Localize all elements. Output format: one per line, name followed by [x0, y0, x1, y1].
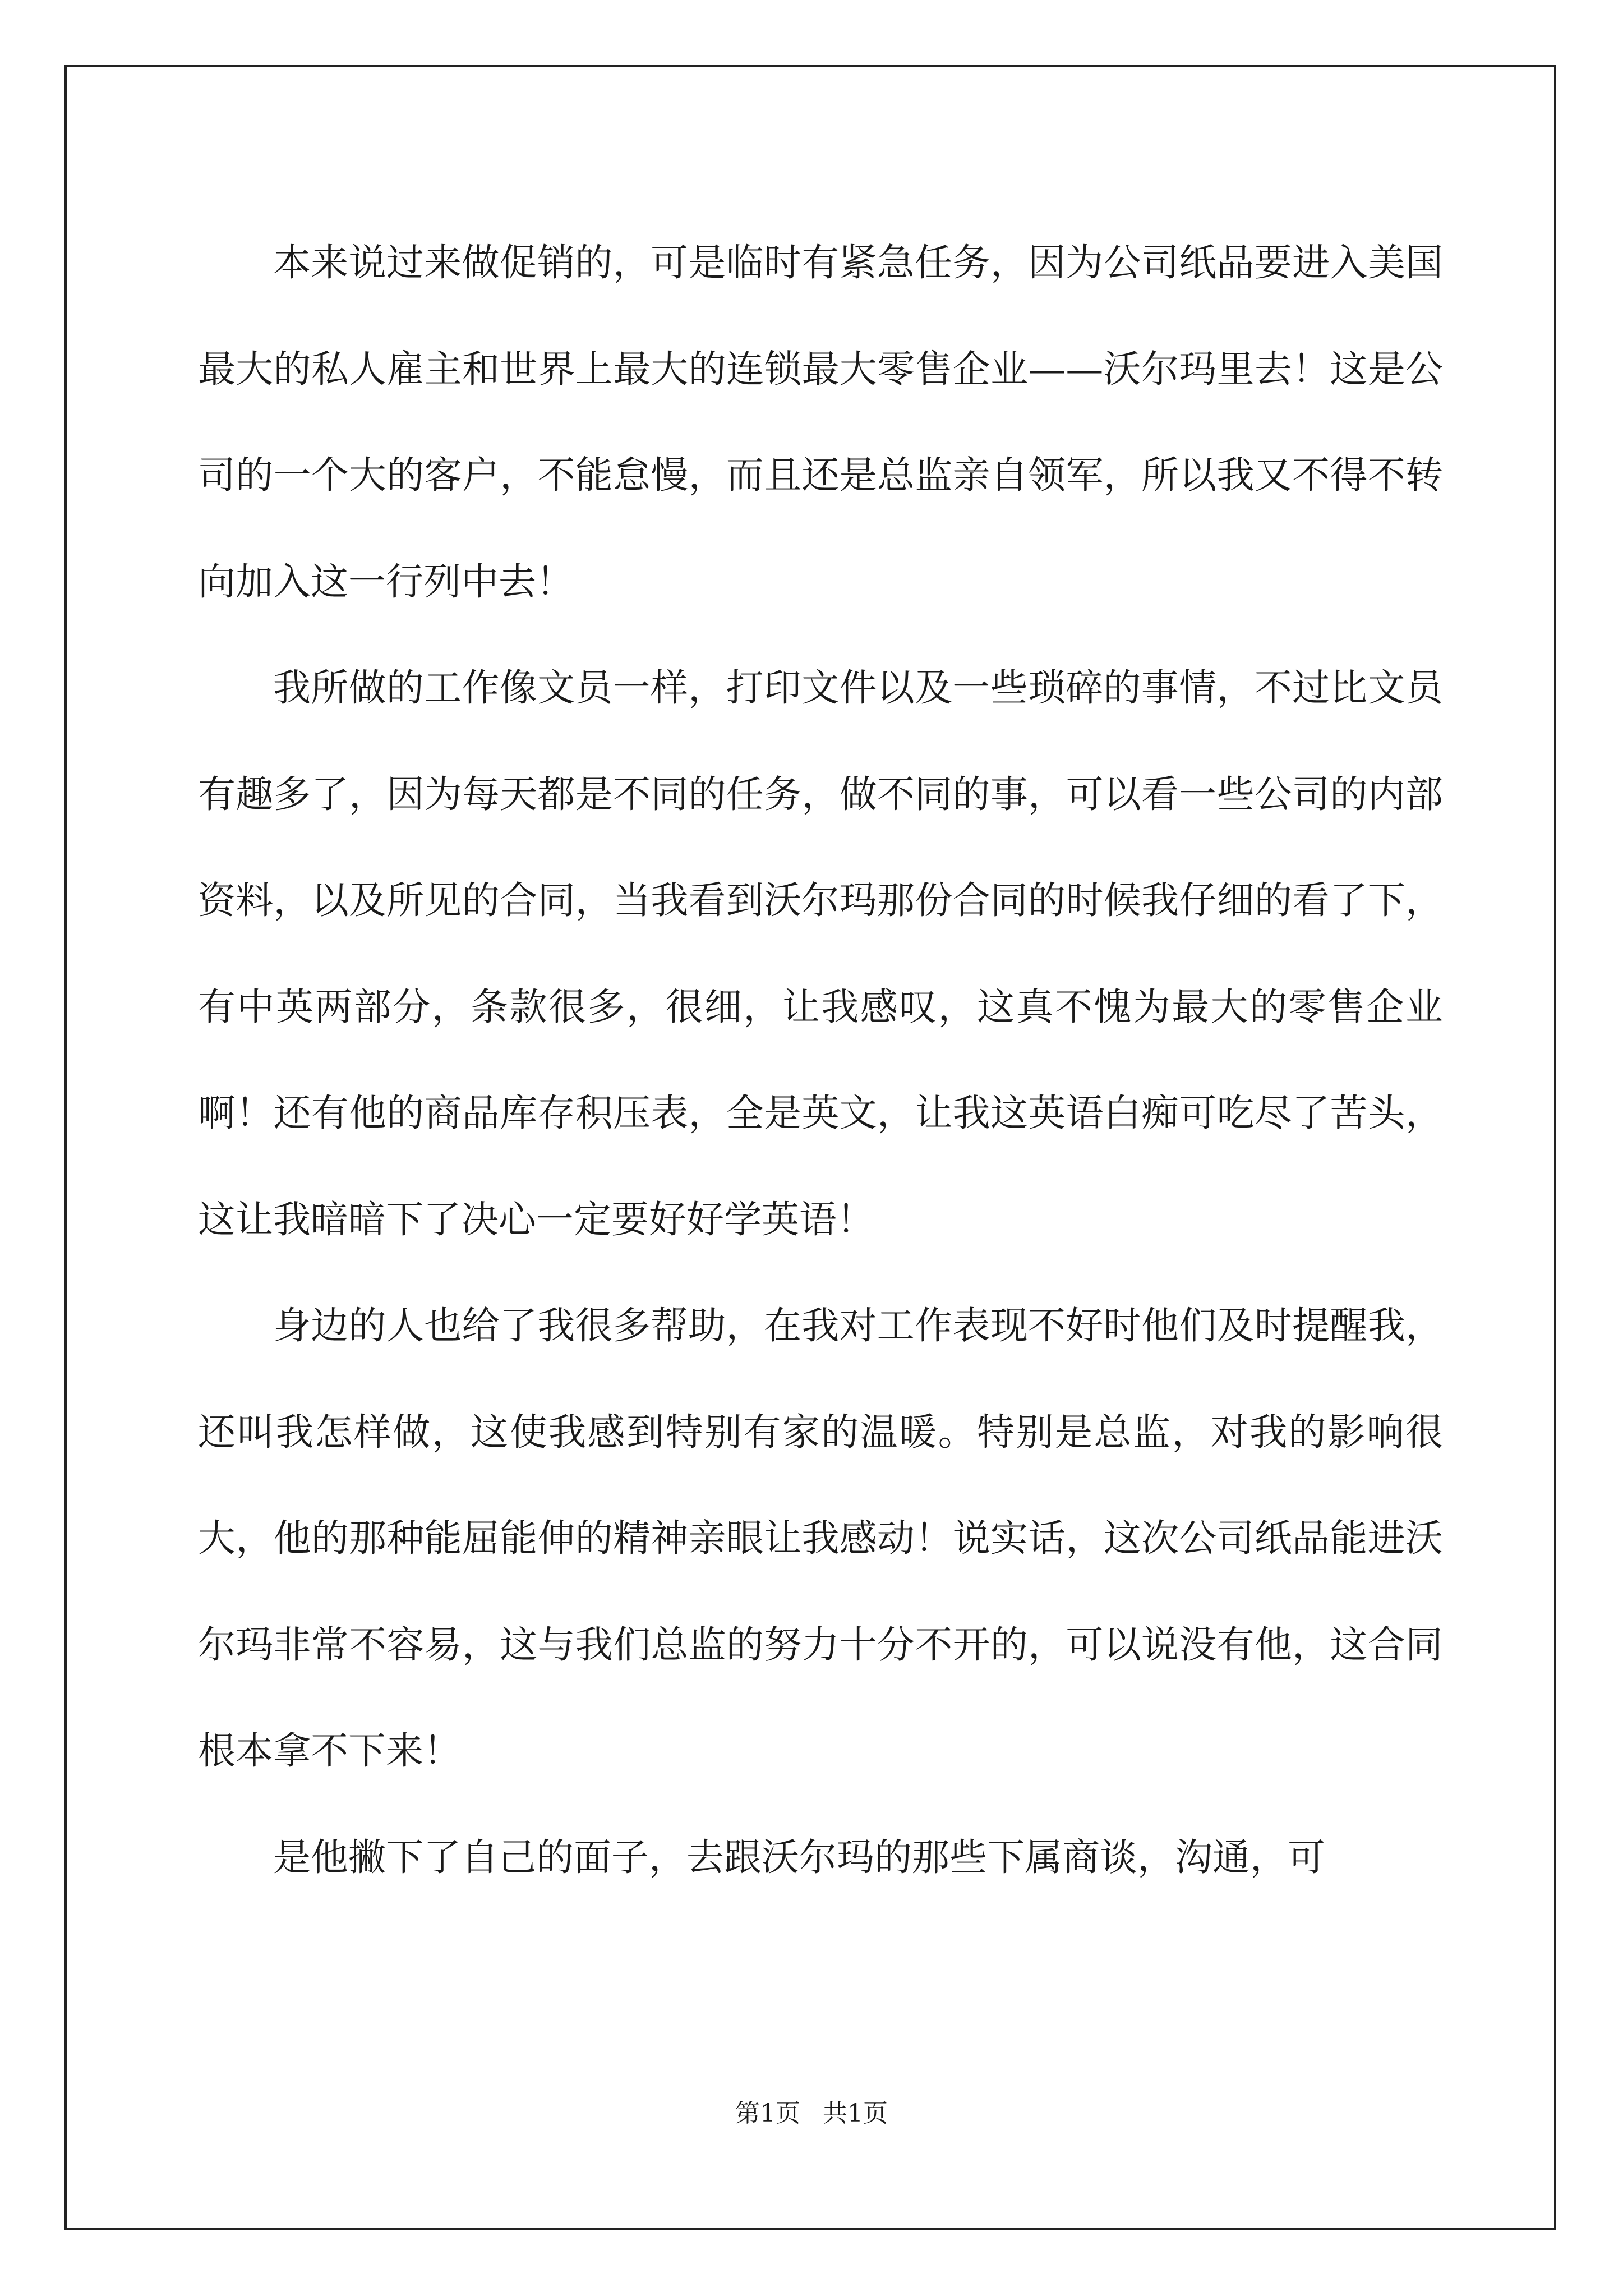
page-total: 共1页	[823, 2099, 888, 2128]
paragraph: 本来说过来做促销的，可是临时有紧急任务，因为公司纸品要进入美国最大的私人雇主和世界上最大的连锁最大零售企业——沃尔玛里去！这是公司的一个大的客户，不能怠慢，而且还是总监亲自领军，所以我又不得不转向加入这一行列中去！	[198, 241, 1443, 604]
paragraph: 身边的人也给了我很多帮助，在我对工作表现不好时他们及时提醒我，还叫我怎样做，这使我感到特别有家的温暖。特别是总监，对我的影响很大，他的那种能屈能伸的精神亲眼让我感动！说实话，这次公司纸品能进沃尔玛非常不容易，这与我们总监的努力十分不开的，可以说没有他，这合同根本拿不下来！	[198, 1304, 1443, 1773]
page-footer	[0, 2097, 1623, 2131]
paragraph: 是他撇下了自己的面子，去跟沃尔玛的那些下属商谈，沟通，可	[273, 1835, 1325, 1879]
page-number: 第1页	[735, 2099, 800, 2128]
paragraph: 我所做的工作像文员一样，打印文件以及一些琐碎的事情，不过比文员有趣多了，因为每天都是不同的任务，做不同的事，可以看一些公司的内部资料，以及所见的合同，当我看到沃尔玛那份合同的时候我仔细的看了下，有中英两部分，条款很多，很细，让我感叹，这真不愧为最大的零售企业啊！还有他的商品库存积压表，全是英文，让我这英语白痴可吃尽了苦头，这让我暗暗下了决心一定要好好学英语！	[198, 666, 1443, 1241]
document-body	[198, 210, 1443, 1911]
